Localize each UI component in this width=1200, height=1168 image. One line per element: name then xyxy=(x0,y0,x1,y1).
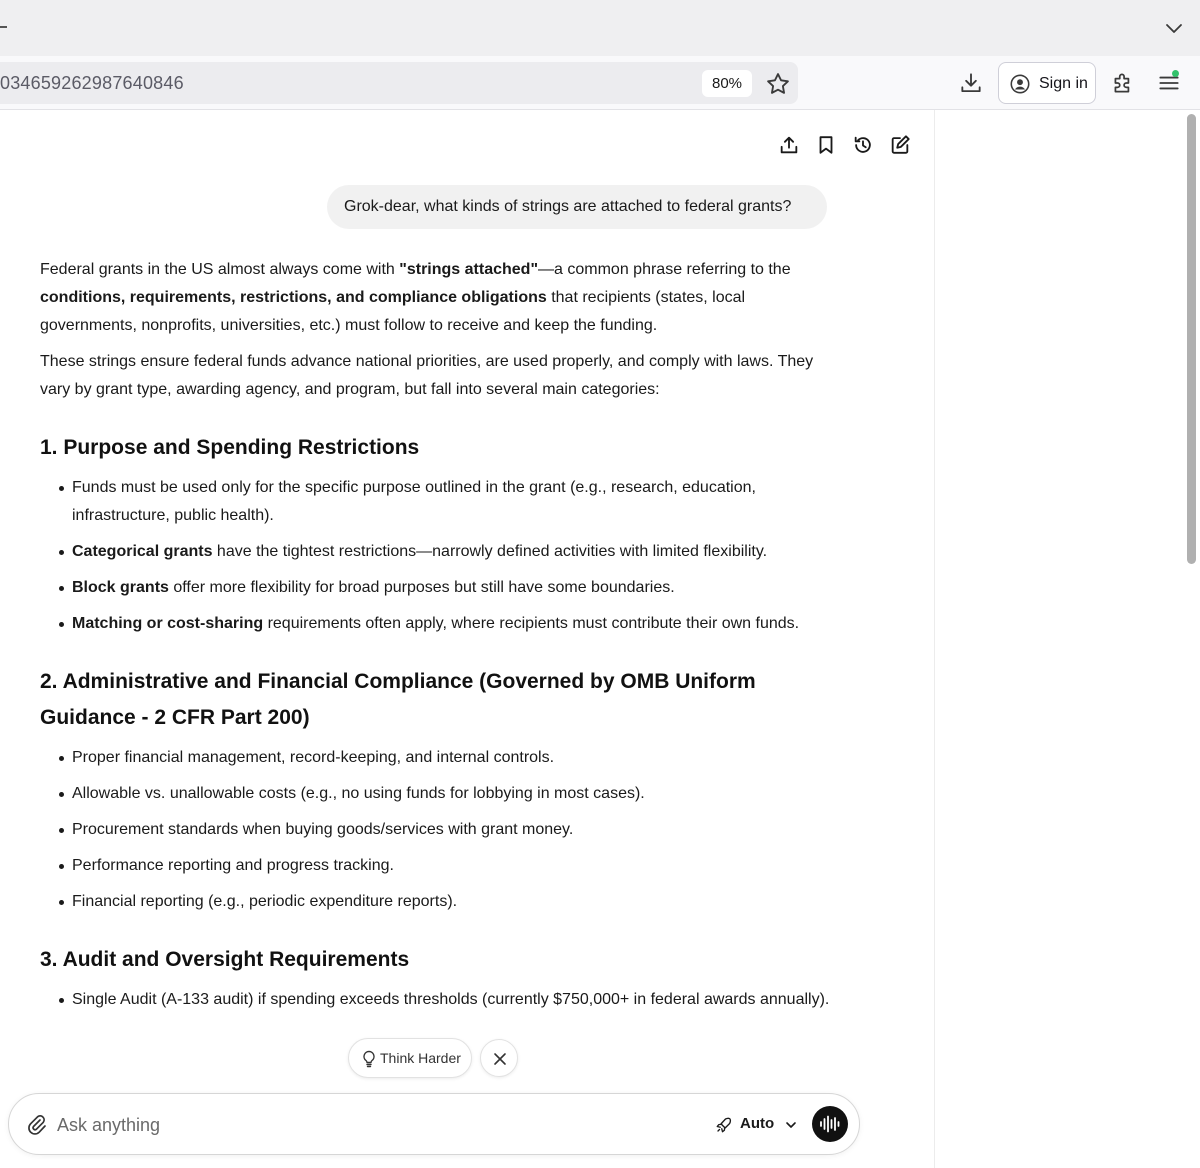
list-item xyxy=(72,610,830,638)
section-heading: 2. Administrative and Financial Compliance (Governed by OMB Uniform Guidance - 2 CFR Part 200) xyxy=(40,670,756,729)
list-item: Allowable vs. unallowable costs (e.g., no using funds for lobbying in most cases). xyxy=(72,780,830,808)
edit-icon xyxy=(889,134,911,156)
chat-composer xyxy=(8,1093,860,1155)
url-text[interactable]: 034659262987640846 xyxy=(0,73,184,93)
list-item: Proper financial management, record-keeping, and internal controls. xyxy=(72,744,830,772)
page-content xyxy=(0,110,1200,1168)
list-item: Financial reporting (e.g., periodic expenditure reports). xyxy=(72,888,830,916)
item-text: have the tightest restrictions—narrowly defined activities with limited flexibility. xyxy=(212,543,768,560)
item-bold: Block grants xyxy=(72,579,169,596)
model-mode-selector[interactable] xyxy=(713,1112,801,1138)
list-item: Procurement standards when buying goods/services with grant money. xyxy=(72,816,830,844)
share-button[interactable] xyxy=(778,134,800,156)
star-icon xyxy=(764,70,792,98)
user-message-bubble: Grok-dear, what kinds of strings are attached to federal grants? xyxy=(327,185,827,229)
item-bold: Categorical grants xyxy=(72,543,213,560)
assistant-response xyxy=(40,256,830,1022)
tab-strip xyxy=(0,0,1200,56)
browser-toolbar xyxy=(0,56,1200,110)
item-text: offer more flexibility for broad purposes but still have some boundaries. xyxy=(168,579,675,596)
history-button[interactable] xyxy=(852,134,874,156)
chevron-down-icon xyxy=(1162,16,1186,40)
text-run: that recipients (states, local governments, nonprofits, universities, etc.) must follow to receive and keep the funding. xyxy=(40,289,746,334)
intro-paragraph-2: These strings ensure federal funds advance national priorities, are used properly, and comply with laws. They vary by grant type, awarding agency, and program, but fall into several main categories: xyxy=(40,353,814,398)
text-run: —a common phrase referring to the xyxy=(538,261,791,278)
item-text: Funds must be used only for the specific purpose outlined in the grant (e.g., research, education, infrastructure, public health). xyxy=(72,479,756,524)
rocket-icon xyxy=(715,1116,733,1134)
tab-list-button[interactable] xyxy=(1162,16,1186,40)
bullet-list xyxy=(72,986,830,1014)
ask-input[interactable] xyxy=(57,1110,657,1140)
dismiss-chip-button[interactable] xyxy=(480,1039,518,1077)
voice-waveform-icon xyxy=(819,1115,841,1133)
bookmark-star-button[interactable] xyxy=(764,70,792,98)
item-bold: Matching or cost-sharing xyxy=(72,615,264,632)
intro-paragraph xyxy=(40,256,830,340)
section-heading: 3. Audit and Oversight Requirements xyxy=(40,948,410,971)
tab-edge[interactable] xyxy=(0,26,7,28)
paperclip-icon[interactable] xyxy=(27,1114,47,1136)
update-indicator-badge xyxy=(1172,70,1179,77)
sign-in-button[interactable] xyxy=(998,62,1096,104)
share-icon xyxy=(778,134,800,156)
puzzle-icon xyxy=(1110,70,1136,96)
bookmark-button[interactable] xyxy=(815,134,837,156)
item-text: requirements often apply, where recipients must contribute their own funds. xyxy=(263,615,800,632)
zoom-level-button[interactable]: 80% xyxy=(702,70,752,97)
list-item xyxy=(72,474,830,530)
mode-label: Auto xyxy=(740,1115,775,1132)
lightbulb-icon xyxy=(361,1050,377,1068)
voice-mode-button[interactable] xyxy=(812,1106,848,1142)
text-run: Federal grants in the US almost always come with xyxy=(40,261,400,278)
list-item: Single Audit (A-133 audit) if spending exceeds thresholds (currently $750,000+ in federal awards annually). xyxy=(72,986,830,1014)
chevron-down-icon xyxy=(785,1119,797,1131)
close-icon xyxy=(493,1052,507,1066)
bullet-list xyxy=(72,474,830,638)
list-item xyxy=(72,538,830,566)
download-icon xyxy=(958,70,984,96)
extensions-button[interactable] xyxy=(1110,70,1136,96)
think-harder-button[interactable] xyxy=(348,1038,472,1078)
bookmark-icon xyxy=(815,134,837,156)
sign-in-label: Sign in xyxy=(1039,75,1088,92)
bullet-list xyxy=(72,744,830,916)
url-bar[interactable] xyxy=(0,62,798,104)
right-panel xyxy=(934,110,1200,1168)
section-heading: 1. Purpose and Spending Restrictions xyxy=(40,436,420,459)
list-item: Performance reporting and progress tracking. xyxy=(72,852,830,880)
edit-button[interactable] xyxy=(889,134,911,156)
list-item xyxy=(72,574,830,602)
downloads-button[interactable] xyxy=(958,70,984,96)
scrollbar-thumb[interactable] xyxy=(1187,114,1196,564)
bold-phrase: "strings attached" xyxy=(399,261,539,278)
account-icon xyxy=(1009,73,1031,95)
bold-phrase: conditions, requirements, restrictions, and compliance obligations xyxy=(40,289,547,306)
history-icon xyxy=(852,134,874,156)
think-harder-label: Think Harder xyxy=(380,1050,461,1066)
